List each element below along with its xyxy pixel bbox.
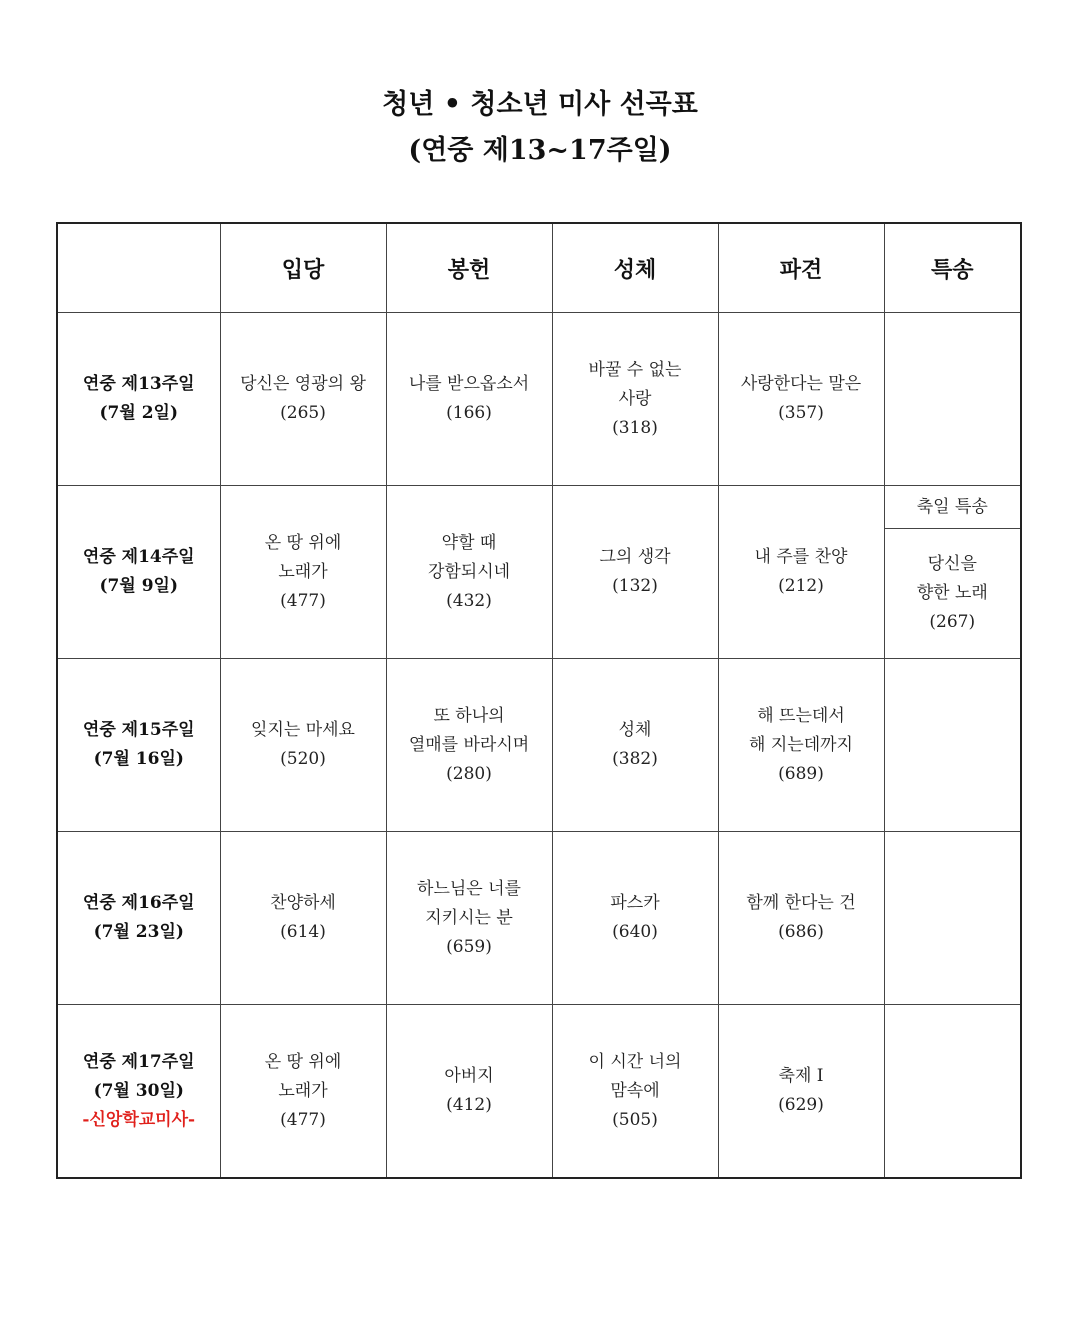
song-number: (640)	[612, 922, 658, 942]
song-number: (318)	[612, 417, 658, 438]
title-block	[0, 82, 1080, 174]
row-label-date: (7월 9일)	[99, 576, 178, 596]
dismissal-cell	[718, 486, 884, 659]
song-title: 사랑한다는 말은	[740, 374, 862, 394]
song-title: 찬양하세	[270, 893, 336, 913]
song-title: 온 땅 위에	[264, 1051, 342, 1072]
song-title: 하느님은 너를	[417, 878, 521, 899]
row-label	[57, 832, 220, 1005]
offertory-cell	[386, 832, 552, 1005]
special-song	[885, 529, 1021, 658]
special-cell	[884, 313, 1021, 486]
table-row	[57, 486, 1021, 659]
header-offertory: 봉헌	[386, 223, 552, 313]
row-label	[57, 659, 220, 832]
entrance-cell	[220, 486, 386, 659]
row-label-week: 연중 제15주일	[82, 720, 195, 740]
song-title: 지키시는 분	[425, 907, 513, 928]
song-title: 내 주를 찬양	[754, 547, 848, 567]
special-cell	[884, 486, 1021, 659]
song-number: (659)	[446, 936, 492, 957]
song-title: 온 땅 위에	[264, 532, 342, 553]
header-empty	[57, 223, 220, 313]
entrance-cell	[220, 832, 386, 1005]
communion-cell	[552, 313, 718, 486]
table-row	[57, 313, 1021, 486]
header-row	[57, 223, 1021, 313]
page-title: 청년 • 청소년 미사 선곡표	[382, 89, 698, 120]
table-row	[57, 659, 1021, 832]
song-title: 당신을	[927, 554, 977, 574]
page-subtitle: (연중 제13~17주일)	[408, 135, 672, 166]
song-number: (132)	[612, 576, 658, 596]
communion-cell	[552, 659, 718, 832]
song-title: 함께 한다는 건	[746, 893, 856, 913]
song-number: (382)	[612, 749, 658, 769]
communion-cell	[552, 1005, 718, 1179]
row-label-week: 연중 제16주일	[82, 893, 195, 913]
song-number: (166)	[446, 403, 492, 423]
entrance-cell	[220, 659, 386, 832]
song-title: 나를 받으옵소서	[408, 374, 530, 394]
special-cell	[884, 659, 1021, 832]
special-cell	[884, 1005, 1021, 1179]
song-title: 잊지는 마세요	[251, 720, 355, 740]
song-title: 강함되시네	[427, 561, 511, 582]
communion-cell	[552, 832, 718, 1005]
entrance-cell	[220, 1005, 386, 1179]
song-number: (280)	[446, 763, 492, 784]
song-title: 노래가	[278, 561, 328, 582]
entrance-cell	[220, 313, 386, 486]
song-title: 약할 때	[441, 532, 497, 553]
row-label	[57, 1005, 220, 1179]
offertory-cell	[386, 1005, 552, 1179]
song-title: 그의 생각	[599, 547, 671, 567]
header-communion: 성체	[552, 223, 718, 313]
offertory-cell	[386, 486, 552, 659]
row-label-date: (7월 2일)	[99, 403, 178, 423]
song-title: 사랑	[618, 388, 652, 409]
song-title: 파스카	[610, 893, 660, 913]
song-number: (686)	[778, 922, 824, 942]
header-dismissal: 파견	[718, 223, 884, 313]
song-title: 바꿀 수 없는	[588, 359, 682, 380]
special-header: 축일 특송	[885, 486, 1021, 529]
row-label-week: 연중 제14주일	[82, 547, 195, 567]
song-number: (477)	[280, 590, 326, 611]
offertory-cell	[386, 313, 552, 486]
song-title: 또 하나의	[433, 705, 505, 726]
song-number: (689)	[778, 763, 824, 784]
song-number: (520)	[280, 749, 326, 769]
song-title: 이 시간 너의	[588, 1051, 682, 1072]
offertory-cell	[386, 659, 552, 832]
row-label	[57, 486, 220, 659]
song-title: 아버지	[444, 1066, 494, 1086]
song-title: 당신은 영광의 왕	[240, 374, 366, 394]
song-number: (267)	[929, 612, 976, 632]
song-title: 열매를 바라시며	[408, 734, 530, 755]
dismissal-cell	[718, 659, 884, 832]
song-title: 해 지는데까지	[749, 734, 853, 755]
song-number: (629)	[778, 1095, 824, 1115]
song-title: 축제 I	[778, 1066, 824, 1086]
song-number: (432)	[446, 590, 492, 611]
row-label-date: (7월 16일)	[93, 749, 184, 769]
row-label-week: 연중 제17주일	[82, 1051, 195, 1072]
song-schedule-table	[56, 222, 1022, 1179]
special-cell	[884, 832, 1021, 1005]
song-number: (265)	[280, 403, 326, 423]
song-number: (212)	[778, 576, 824, 596]
row-label	[57, 313, 220, 486]
header-entrance: 입당	[220, 223, 386, 313]
song-number: (412)	[446, 1095, 492, 1115]
song-title: 성체	[618, 720, 652, 740]
row-note: -신앙학교미사-	[82, 1109, 196, 1130]
song-title: 향한 노래	[916, 583, 988, 603]
song-number: (477)	[280, 1109, 326, 1130]
song-number: (614)	[280, 922, 326, 942]
song-number: (505)	[612, 1109, 658, 1130]
table-row	[57, 832, 1021, 1005]
dismissal-cell	[718, 1005, 884, 1179]
dismissal-cell	[718, 313, 884, 486]
song-number: (357)	[778, 403, 824, 423]
dismissal-cell	[718, 832, 884, 1005]
song-title: 노래가	[278, 1080, 328, 1101]
table-row	[57, 1005, 1021, 1179]
header-special: 특송	[884, 223, 1021, 313]
row-label-date: (7월 23일)	[93, 922, 184, 942]
row-label-week: 연중 제13주일	[82, 374, 195, 394]
row-label-date: (7월 30일)	[93, 1080, 184, 1101]
song-title: 해 뜨는데서	[757, 705, 845, 726]
communion-cell	[552, 486, 718, 659]
song-title: 맘속에	[610, 1080, 660, 1101]
